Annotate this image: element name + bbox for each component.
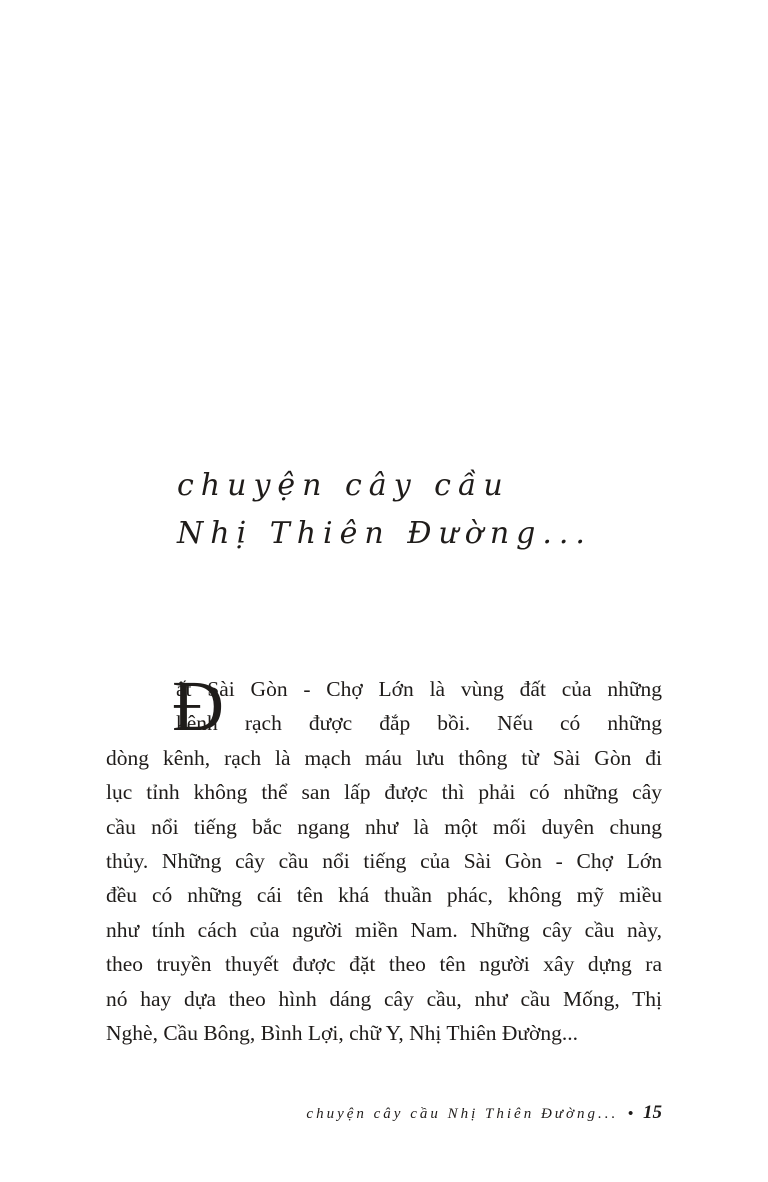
body-line-8: như tính cách của người miền Nam. Những cây cầu này, (106, 917, 662, 942)
body-line-3: dòng kênh, rạch là mạch máu lưu thông từ Sài Gòn đi (106, 745, 662, 770)
running-title: chuyện cây cầu Nhị Thiên Đường... (306, 1106, 619, 1122)
body-line-1: ất Sài Gòn - Chợ Lớn là vùng đất của những (176, 677, 662, 701)
chapter-title-line-1: chuyện cây cầu (177, 468, 510, 503)
chapter-title-line-2: Nhị Thiên Đường... (177, 516, 592, 551)
drop-cap: Đ (172, 666, 224, 746)
body-line-11: Nghè, Cầu Bông, Bình Lợi, chữ Y, Nhị Thiên Đường... (106, 1020, 579, 1045)
footer-separator: • (627, 1106, 634, 1122)
body-line-4: lục tỉnh không thể san lấp được thì phải có những cây (106, 780, 662, 805)
body-line-5: cầu nổi tiếng bắc ngang như là một mối duyên chung (106, 814, 662, 839)
body-paragraph (106, 666, 662, 1050)
body-line-10: nó hay dựa theo hình dáng cây cầu, như cầu Mống, Thị (106, 986, 662, 1011)
body-line-6: thủy. Những cây cầu nổi tiếng của Sài Gòn - Chợ Lớn (106, 848, 662, 873)
page-number: 15 (643, 1102, 662, 1123)
body-line-9: theo truyền thuyết được đặt theo tên người xây dựng ra (106, 952, 662, 977)
page-footer (306, 1102, 662, 1124)
body-line-7: đều có những cái tên khá thuần phác, không mỹ miều (106, 883, 662, 908)
chapter-title (177, 462, 697, 558)
body-line-2: kênh rạch được đắp bồi. Nếu có những (176, 711, 662, 736)
